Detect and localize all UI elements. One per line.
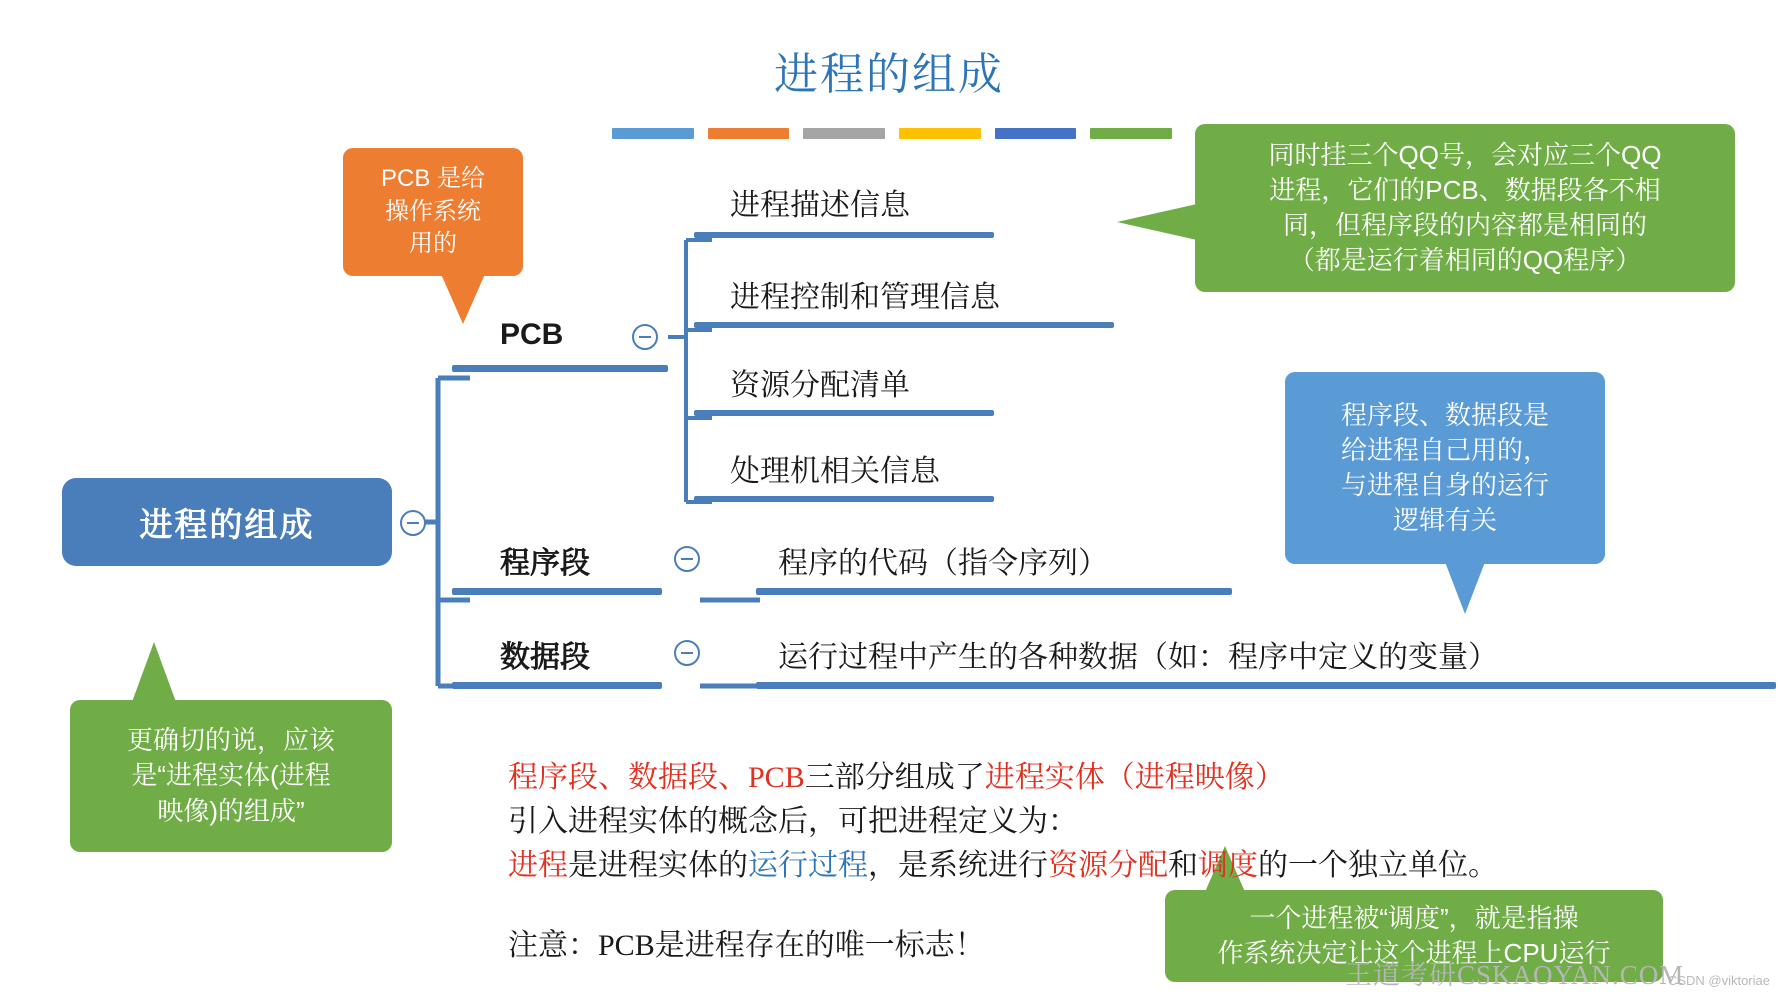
brand-watermark: 王道考研CSKAOYAN.COM: [1345, 960, 1685, 990]
collapse-toggle-root[interactable]: [400, 510, 426, 536]
callout-green-entity-line-1: 是“进程实体(进程: [131, 760, 331, 791]
mindmap-root-node[interactable]: 进程的组成: [62, 478, 392, 566]
node-underline-data-segment-child: [756, 682, 1776, 689]
footer-line-3-seg-4: 资源分配: [1048, 849, 1168, 882]
node-underline-pcb-child-3: [694, 496, 994, 502]
page-title: 进程的组成: [774, 50, 1004, 99]
callout-orange-pcb: [343, 148, 523, 276]
footer-line-1-seg-2: 进程实体（进程映像）: [984, 761, 1285, 794]
footer-line-3: [508, 840, 1498, 884]
node-label-program-segment-child[interactable]: 程序的代码（指令序列）: [778, 547, 1108, 580]
callout-orange-line-0: PCB 是给: [380, 165, 485, 193]
footer-line-4-seg-0: 注意：PCB是进程存在的唯一标志！: [508, 929, 985, 962]
footer-line-2-seg-0: 引入进程实体的概念后，可把进程定义为：: [508, 805, 1078, 838]
callout-green-entity-tail: [132, 642, 176, 702]
footer-line-3-seg-5: 和: [1168, 849, 1198, 882]
collapse-toggle-program-segment[interactable]: [674, 546, 700, 572]
footer-line-3-seg-6: 调度: [1198, 849, 1258, 882]
callout-green-entity: [70, 700, 392, 852]
footer-line-1: [508, 752, 1285, 796]
callout-green-schedule-line-0: 一个进程被“调度”，就是指操: [1249, 902, 1579, 933]
callout-blue-line-1: 给进程自己用的，: [1340, 434, 1549, 465]
node-label-pcb-child-3[interactable]: 处理机相关信息: [730, 455, 940, 488]
node-underline-data-segment: [452, 682, 662, 689]
node-label-pcb-child-2[interactable]: 资源分配清单: [730, 369, 910, 402]
callout-blue-tail: [1445, 562, 1485, 614]
color-bar-2: [708, 128, 790, 139]
callout-blue-line-3: 逻辑有关: [1392, 505, 1497, 536]
callout-green-schedule-line-1: 作系统决定让这个进程上CPU运行: [1217, 938, 1611, 968]
callout-orange-line-2: 用的: [409, 230, 457, 258]
node-underline-pcb-child-0: [694, 232, 994, 238]
color-bar-4: [899, 128, 981, 139]
node-underline-program-segment: [452, 588, 662, 595]
callout-green-qq: [1195, 124, 1735, 292]
color-bar-3: [803, 128, 885, 139]
node-underline-pcb-child-1: [694, 322, 1114, 328]
node-underline-pcb: [452, 365, 668, 372]
footer-line-2: [508, 796, 1078, 840]
node-label-pcb[interactable]: PCB: [500, 318, 564, 351]
node-underline-program-segment-child: [756, 588, 1232, 595]
footer-line-3-seg-1: 是进程实体的: [568, 849, 748, 882]
callout-blue-segments: [1285, 372, 1605, 564]
footer-line-3-seg-7: 的一个独立单位。: [1258, 849, 1498, 882]
callout-green-entity-line-0: 更确切的说，应该: [126, 725, 335, 756]
node-underline-pcb-child-2: [694, 410, 994, 416]
callout-green-qq-line-3: （都是运行着相同的QQ程序）: [1288, 245, 1642, 276]
csdn-watermark: CSDN @viktoriae: [1667, 973, 1770, 988]
footer-line-3-seg-3: ，是系统进行: [868, 849, 1048, 882]
callout-orange-tail: [441, 274, 485, 324]
footer-line-1-seg-1: 三部分组成了: [804, 761, 985, 794]
color-bar-row: [612, 128, 1172, 140]
color-bar-6: [1090, 128, 1172, 139]
callout-blue-line-2: 与进程自身的运行: [1340, 470, 1549, 500]
node-label-pcb-child-0[interactable]: 进程描述信息: [730, 189, 910, 222]
callout-orange-line-1: 操作系统: [385, 197, 481, 225]
footer-line-3-seg-2: 运行过程: [748, 849, 868, 882]
node-label-data-segment[interactable]: 数据段: [500, 641, 590, 674]
callout-green-qq-tail: [1117, 204, 1197, 240]
callout-green-entity-line-2: 映像)的组成”: [157, 795, 305, 826]
callout-green-qq-line-2: 同，但程序段的内容都是相同的: [1282, 210, 1647, 240]
footer-line-4: [508, 920, 985, 964]
collapse-toggle-data-segment[interactable]: [674, 640, 700, 666]
color-bar-1: [612, 128, 694, 139]
color-bar-5: [995, 128, 1077, 139]
callout-green-qq-line-0: 同时挂三个QQ号，会对应三个QQ: [1268, 139, 1662, 170]
node-label-pcb-child-1[interactable]: 进程控制和管理信息: [730, 281, 1000, 314]
callout-green-qq-line-1: 进程，它们的PCB、数据段各不相: [1269, 174, 1661, 205]
callout-blue-line-0: 程序段、数据段是: [1340, 399, 1549, 430]
node-label-program-segment[interactable]: 程序段: [500, 547, 590, 580]
footer-line-1-seg-0: 程序段、数据段、PCB: [508, 761, 805, 794]
collapse-toggle-pcb[interactable]: [632, 324, 658, 350]
node-label-data-segment-child[interactable]: 运行过程中产生的各种数据（如：程序中定义的变量）: [778, 641, 1498, 674]
footer-line-3-seg-0: 进程: [508, 849, 568, 882]
